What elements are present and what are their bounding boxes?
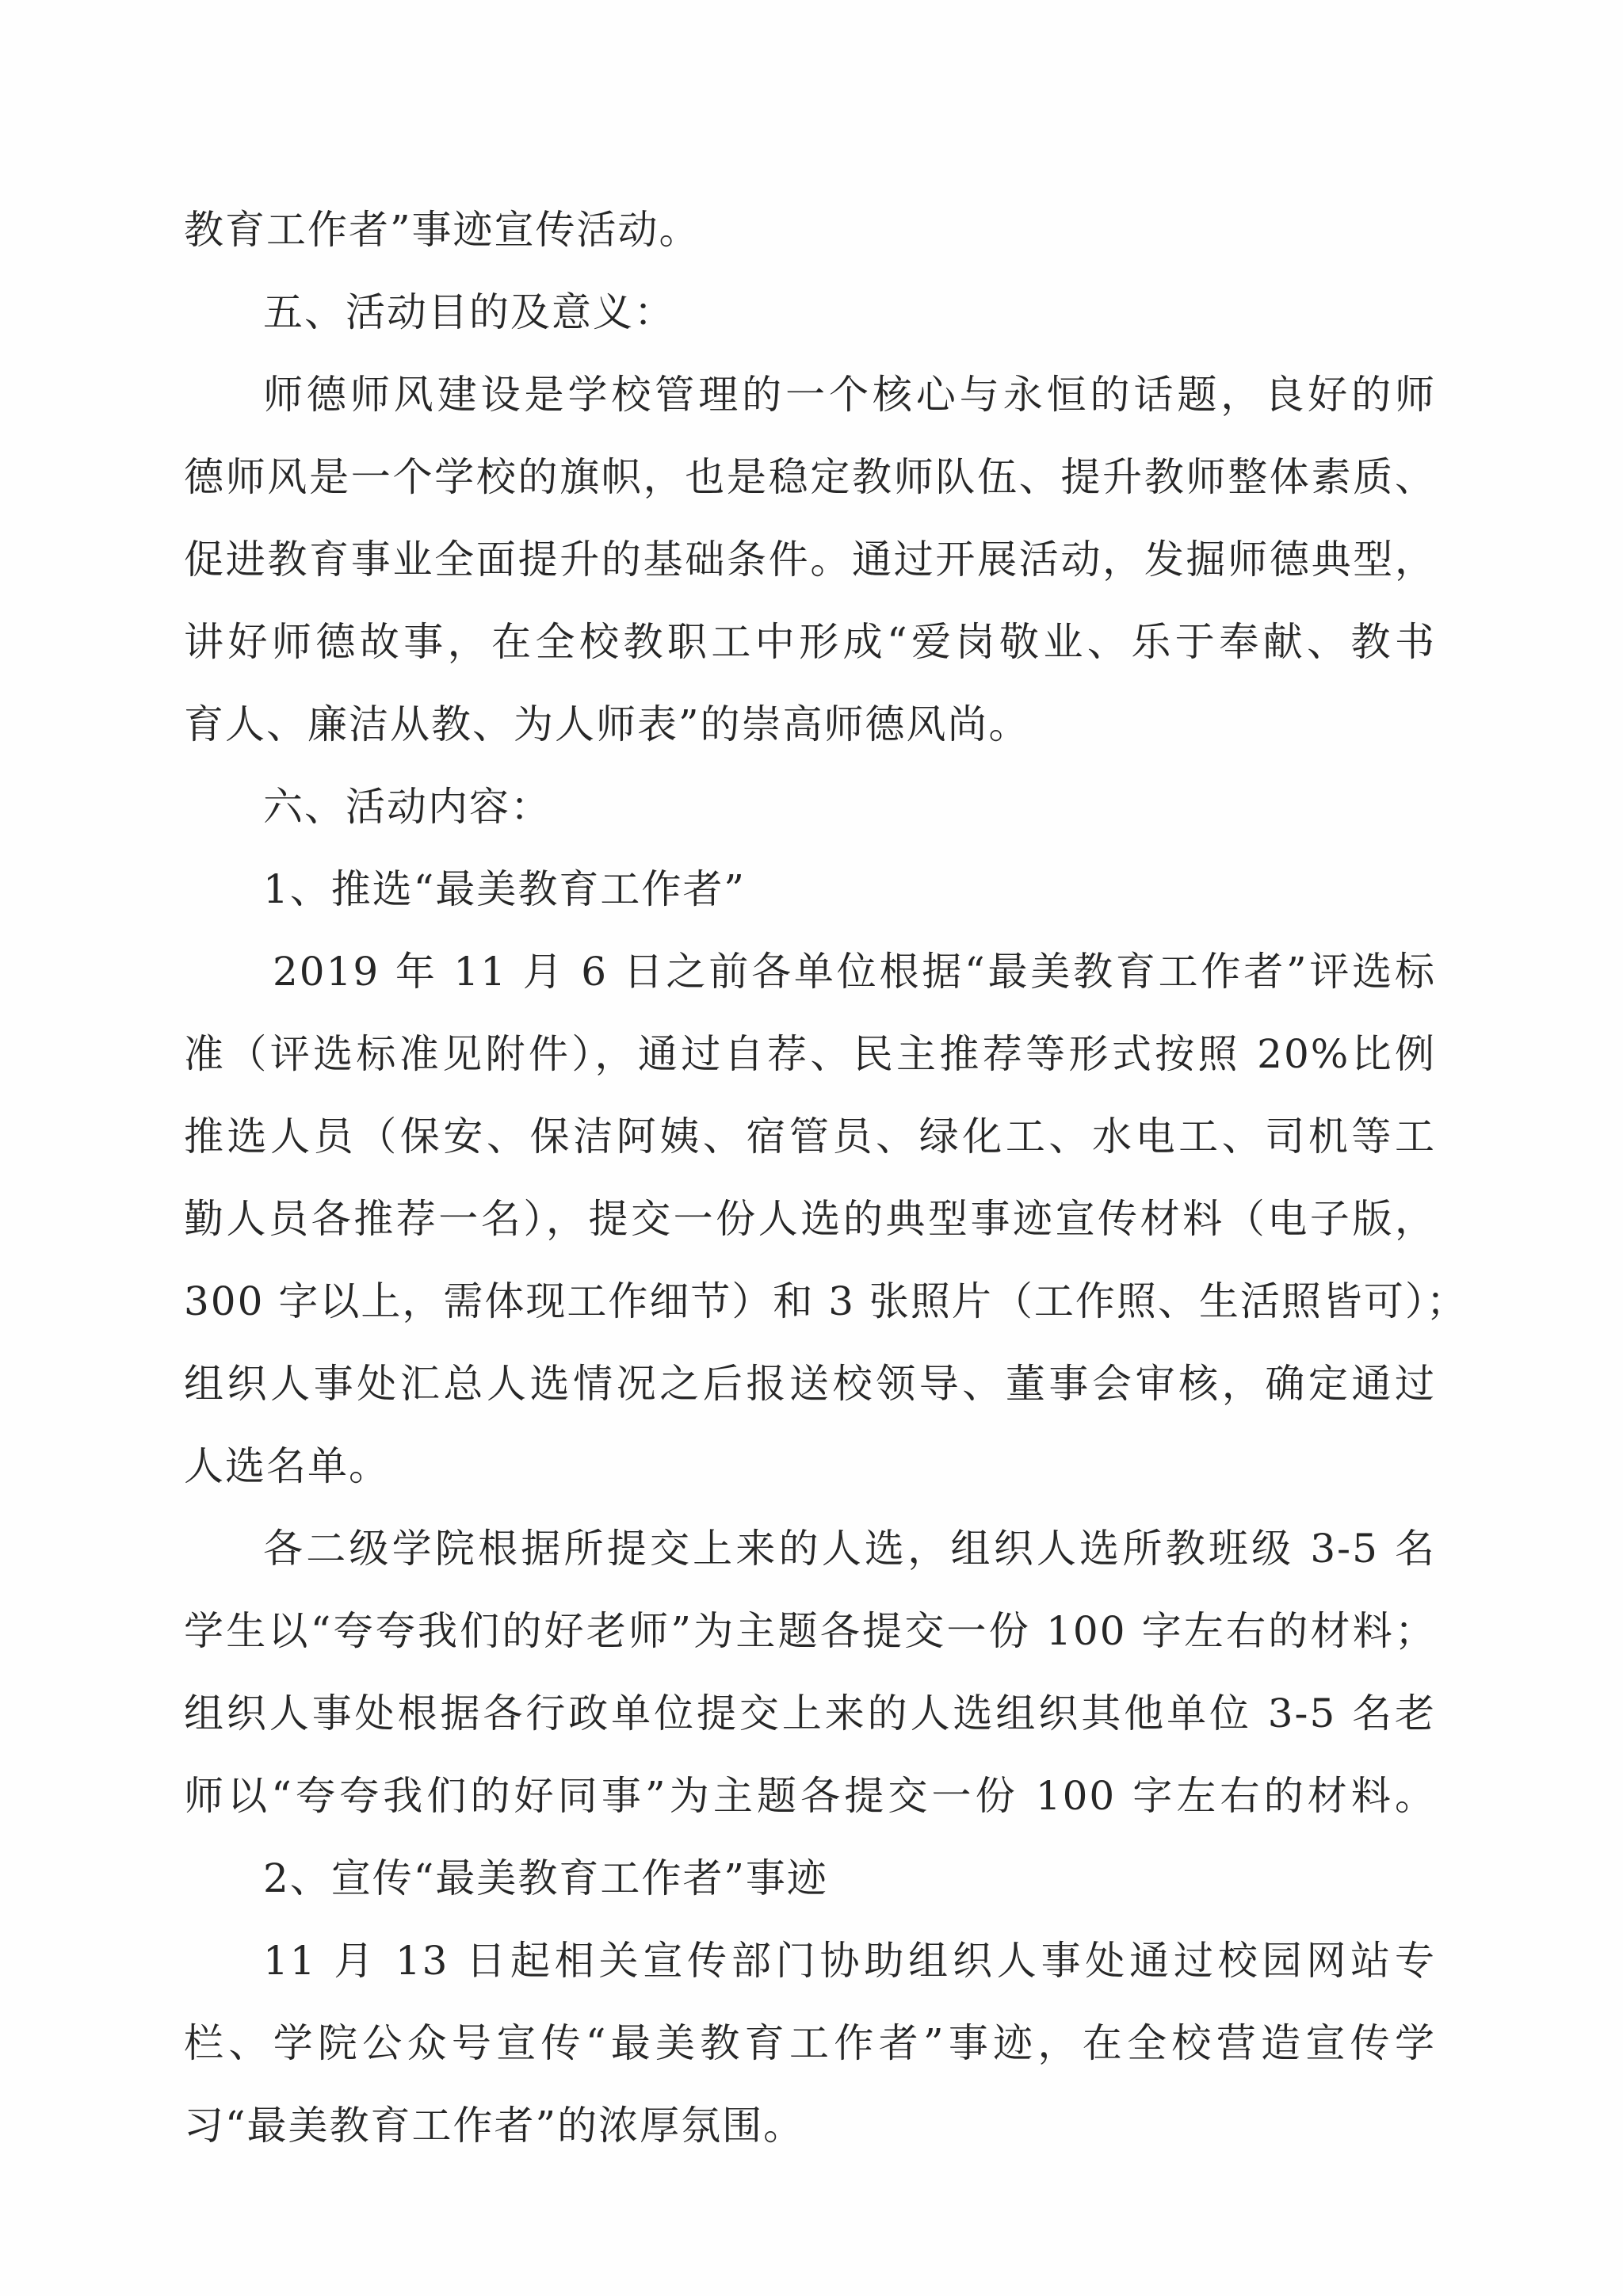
document-body <box>184 189 1468 2167</box>
body-text-line: 11 月 13 日起相关宣传部门协助组织人事处通过校园网站专 <box>263 1938 1436 1984</box>
body-text-line: 育人、廉洁从教、为人师表”的崇高师德风尚。 <box>184 701 1030 747</box>
body-text-line: 2019 年 11 月 6 日之前各单位根据“最美教育工作者”评选标 <box>273 949 1436 995</box>
body-text-line: 勤人员各推荐一名），提交一份人选的典型事迹宣传材料（电子版， <box>184 1196 1436 1242</box>
body-text-line: 准（评选标准见附件），通过自荐、民主推荐等形式按照 20%比例 <box>184 1031 1436 1077</box>
body-text-line: 习“最美教育工作者”的浓厚氛围。 <box>184 2103 805 2149</box>
body-text-line: 栏、学院公众号宣传“最美教育工作者”事迹，在全校营造宣传学 <box>184 2020 1436 2066</box>
body-text-line: 师德师风建设是学校管理的一个核心与永恒的话题，良好的师 <box>263 372 1436 418</box>
body-text-line: 组织人事处根据各行政单位提交上来的人选组织其他单位 3-5 名老 <box>184 1690 1436 1736</box>
body-text-line: 推选人员（保安、保洁阿姨、宿管员、绿化工、水电工、司机等工 <box>184 1114 1436 1159</box>
subsection-heading-publicize: 2、宣传“最美教育工作者”事迹 <box>263 1855 828 1901</box>
body-text-line: 讲好师德故事，在全校教职工中形成“爱岗敬业、乐于奉献、教书 <box>184 619 1436 665</box>
body-text-line: 促进教育事业全面提升的基础条件。通过开展活动，发掘师德典型， <box>184 537 1436 583</box>
body-text-line: 人选名单。 <box>184 1443 390 1489</box>
body-text-line: 师以“夸夸我们的好同事”为主题各提交一份 100 字左右的材料。 <box>184 1773 1436 1819</box>
body-text-line: 各二级学院根据所提交上来的人选，组织人选所教班级 3-5 名 <box>263 1526 1436 1572</box>
section-heading-purpose: 五、活动目的及意义： <box>263 289 675 335</box>
body-text-line: 学生以“夸夸我们的好老师”为主题各提交一份 100 字左右的材料； <box>184 1608 1436 1654</box>
body-text-line: 德师风是一个学校的旗帜，也是稳定教师队伍、提升教师整体素质、 <box>184 454 1436 500</box>
body-text-line: 300 字以上，需体现工作细节）和 3 张照片（工作照、生活照皆可）； <box>184 1278 1468 1324</box>
section-heading-content: 六、活动内容： <box>263 784 552 830</box>
body-text-line: 教育工作者”事迹宣传活动。 <box>184 207 701 253</box>
subsection-heading-nominate: 1、推选“最美教育工作者” <box>263 866 746 912</box>
body-text-line: 组织人事处汇总人选情况之后报送校领导、董事会审核，确定通过 <box>184 1361 1436 1407</box>
